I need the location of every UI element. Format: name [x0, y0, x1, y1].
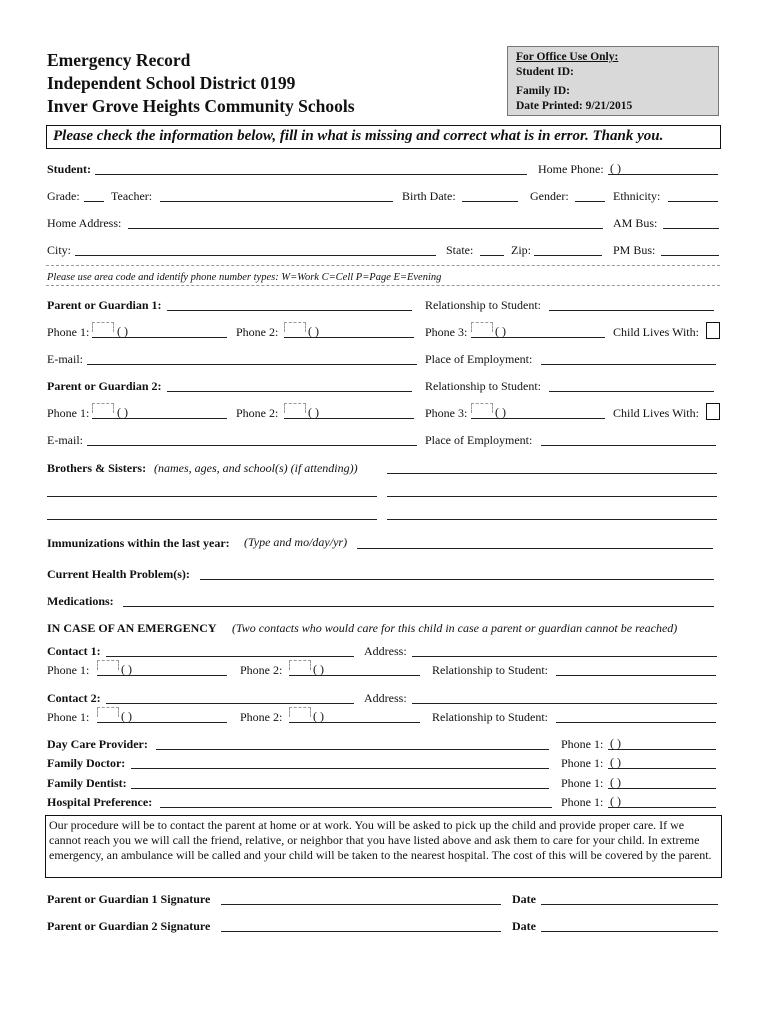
guardian2-phone3-field[interactable] — [471, 418, 605, 419]
guardian1-date-field[interactable] — [541, 904, 718, 905]
form-title: Emergency Record — [47, 50, 191, 70]
guardian1-name-field[interactable] — [167, 310, 412, 311]
guardian2-label: Parent or Guardian 2: — [47, 379, 162, 393]
guardian2-email-label: E-mail: — [47, 433, 83, 447]
ethnicity-field[interactable] — [668, 201, 718, 202]
medications-label: Medications: — [47, 594, 114, 608]
guardian1-lives-with-label: Child Lives With: — [613, 325, 699, 339]
contact1-phone1-label: Phone 1: — [47, 663, 90, 677]
guardian1-phone1-label: Phone 1: — [47, 325, 90, 339]
guardian2-signature-label: Parent or Guardian 2 Signature — [47, 919, 211, 933]
phone-type-slot[interactable] — [284, 403, 306, 413]
health-problems-label: Current Health Problem(s): — [47, 567, 190, 581]
guardian2-phone1-field[interactable] — [92, 418, 227, 419]
dotted-divider — [46, 285, 720, 286]
phone-type-slot[interactable] — [284, 322, 306, 332]
area-code-paren: ( ) — [313, 662, 324, 676]
guardian1-relationship-label: Relationship to Student: — [425, 298, 541, 312]
phone-type-slot[interactable] — [471, 403, 493, 413]
area-code-paren: ( ) — [610, 736, 621, 750]
doctor-phone-field[interactable] — [608, 768, 716, 769]
office-use-title: For Office Use Only: — [516, 51, 619, 63]
guardian1-phone2-label: Phone 2: — [236, 325, 279, 339]
guardian1-label: Parent or Guardian 1: — [47, 298, 162, 312]
guardian2-phone2-label: Phone 2: — [236, 406, 279, 420]
contact2-name-field[interactable] — [106, 703, 354, 704]
home-phone-label: Home Phone: — [538, 162, 604, 176]
guardian2-employment-label: Place of Employment: — [425, 433, 533, 447]
day-care-field[interactable] — [156, 749, 549, 750]
area-code-paren: ( ) — [117, 405, 128, 419]
siblings-field[interactable] — [47, 496, 377, 497]
area-code-paren: ( ) — [610, 755, 621, 769]
guardian2-lives-with-checkbox[interactable] — [706, 403, 720, 420]
pm-bus-label: PM Bus: — [613, 243, 656, 257]
am-bus-label: AM Bus: — [613, 216, 658, 230]
guardian1-email-field[interactable] — [87, 364, 417, 365]
siblings-field[interactable] — [387, 473, 717, 474]
contact1-label: Contact 1: — [47, 644, 101, 658]
contact2-phone2-field[interactable] — [289, 722, 420, 723]
contact2-phone2-label: Phone 2: — [240, 710, 283, 724]
area-code-paren: ( ) — [495, 405, 506, 419]
hospital-phone-label: Phone 1: — [561, 795, 604, 809]
guardian2-employment-field[interactable] — [541, 445, 716, 446]
pm-bus-field[interactable] — [661, 255, 719, 256]
guardian2-signature-field[interactable] — [221, 931, 501, 932]
contact1-relationship-field[interactable] — [556, 675, 716, 676]
home-phone-field[interactable] — [608, 174, 718, 175]
day-care-phone-label: Phone 1: — [561, 737, 604, 751]
grade-field[interactable] — [84, 201, 104, 202]
birth-date-label: Birth Date: — [402, 189, 456, 203]
guardian2-phone3-label: Phone 3: — [425, 406, 468, 420]
office-use-box — [507, 46, 719, 116]
area-code-paren: ( ) — [610, 775, 621, 789]
contact2-address-field[interactable] — [412, 703, 717, 704]
city-label: City: — [47, 243, 72, 257]
guardian1-relationship-field[interactable] — [549, 310, 714, 311]
home-address-field[interactable] — [128, 228, 603, 229]
guardian1-date-label: Date — [512, 892, 536, 906]
contact1-address-label: Address: — [364, 644, 407, 658]
contact2-address-label: Address: — [364, 691, 407, 705]
student-id-label: Student ID: — [516, 66, 574, 78]
phone-type-slot[interactable] — [289, 660, 311, 670]
am-bus-field[interactable] — [663, 228, 719, 229]
contact2-phone1-field[interactable] — [97, 722, 227, 723]
family-doctor-field[interactable] — [131, 768, 549, 769]
siblings-field[interactable] — [387, 496, 717, 497]
family-doctor-label: Family Doctor: — [47, 756, 126, 770]
guardian1-phone1-field[interactable] — [92, 337, 227, 338]
guardian1-email-label: E-mail: — [47, 352, 83, 366]
guardian2-phone2-field[interactable] — [284, 418, 414, 419]
phone-type-slot[interactable] — [97, 707, 119, 717]
state-label: State: — [446, 243, 474, 257]
area-code-paren: ( ) — [495, 324, 506, 338]
dentist-phone-label: Phone 1: — [561, 776, 604, 790]
hospital-field[interactable] — [160, 807, 552, 808]
ethnicity-label: Ethnicity: — [613, 189, 661, 203]
student-name-field[interactable] — [95, 174, 527, 175]
contact1-phone2-field[interactable] — [289, 675, 420, 676]
guardian1-signature-label: Parent or Guardian 1 Signature — [47, 892, 211, 906]
teacher-field[interactable] — [160, 201, 393, 202]
contact1-address-field[interactable] — [412, 656, 717, 657]
guardian1-phone3-field[interactable] — [471, 337, 605, 338]
state-field[interactable] — [480, 255, 504, 256]
contact2-relationship-field[interactable] — [556, 722, 716, 723]
guardian2-date-field[interactable] — [541, 931, 718, 932]
district-name: Independent School District 0199 — [47, 73, 296, 93]
emergency-heading: IN CASE OF AN EMERGENCY — [47, 621, 217, 635]
guardian1-employment-label: Place of Employment: — [425, 352, 533, 366]
procedure-notice: Our procedure will be to contact the parent at home or at work. You will be asked to pick up the child and provide proper care. If we cannot reach you we will call the friend, relative, or neighbor that you have listed above and ask them to care for your child. In extreme emergency, an ambulance will be called and your child will be taken to the nearest hospital. The cost of this will be covered by the parent. — [45, 815, 722, 878]
gender-field[interactable] — [575, 201, 605, 202]
instruction-text: Please check the information below, fill in what is missing and correct what is in error. Thank you. — [53, 128, 664, 144]
family-id-label: Family ID: — [516, 85, 570, 97]
contact2-phone1-label: Phone 1: — [47, 710, 90, 724]
siblings-label: Brothers & Sisters: — [47, 461, 147, 475]
guardian2-phone1-label: Phone 1: — [47, 406, 90, 420]
city-field[interactable] — [75, 255, 436, 256]
day-care-label: Day Care Provider: — [47, 737, 148, 751]
guardian2-relationship-label: Relationship to Student: — [425, 379, 541, 393]
area-code-paren: ( ) — [308, 405, 319, 419]
zip-field[interactable] — [534, 255, 602, 256]
immunizations-hint: (Type and mo/day/yr) — [244, 535, 348, 549]
teacher-label: Teacher: — [111, 189, 153, 203]
siblings-field[interactable] — [387, 519, 717, 520]
guardian1-signature-field[interactable] — [221, 904, 501, 905]
doctor-phone-label: Phone 1: — [561, 756, 604, 770]
zip-label: Zip: — [511, 243, 531, 257]
dotted-divider — [46, 265, 720, 266]
area-code-paren: ( ) — [308, 324, 319, 338]
phone-type-slot[interactable] — [289, 707, 311, 717]
phone-type-slot[interactable] — [97, 660, 119, 670]
area-code-paren: ( ) — [121, 662, 132, 676]
medications-field[interactable] — [123, 606, 714, 607]
siblings-hint: (names, ages, and school(s) (if attending)) — [154, 461, 358, 475]
area-code-paren: ( ) — [610, 161, 621, 175]
contact1-phone1-field[interactable] — [97, 675, 227, 676]
family-dentist-label: Family Dentist: — [47, 776, 127, 790]
guardian1-employment-field[interactable] — [541, 364, 716, 365]
contact1-name-field[interactable] — [106, 656, 354, 657]
birth-date-field[interactable] — [462, 201, 518, 202]
immunizations-field[interactable] — [357, 548, 713, 549]
dentist-phone-field[interactable] — [608, 788, 716, 789]
gender-label: Gender: — [530, 189, 569, 203]
family-dentist-field[interactable] — [131, 788, 549, 789]
guardian1-phone3-label: Phone 3: — [425, 325, 468, 339]
grade-label: Grade: — [47, 189, 80, 203]
hospital-label: Hospital Preference: — [47, 795, 153, 809]
contact1-relationship-label: Relationship to Student: — [432, 663, 548, 677]
guardian2-lives-with-label: Child Lives With: — [613, 406, 699, 420]
phone-type-slot[interactable] — [92, 403, 114, 413]
guardian2-name-field[interactable] — [167, 391, 412, 392]
instruction-banner — [46, 125, 721, 149]
guardian2-relationship-field[interactable] — [549, 391, 714, 392]
guardian2-email-field[interactable] — [87, 445, 417, 446]
phone-type-slot[interactable] — [471, 322, 493, 332]
guardian2-date-label: Date — [512, 919, 536, 933]
guardian1-lives-with-checkbox[interactable] — [706, 322, 720, 339]
contact1-phone2-label: Phone 2: — [240, 663, 283, 677]
phone-type-slot[interactable] — [92, 322, 114, 332]
contact2-label: Contact 2: — [47, 691, 101, 705]
health-problems-field[interactable] — [200, 579, 714, 580]
siblings-field[interactable] — [47, 519, 377, 520]
emergency-hint: (Two contacts who would care for this child in case a parent or guardian cannot be reached) — [232, 621, 678, 635]
area-code-paren: ( ) — [313, 709, 324, 723]
date-printed: Date Printed: 9/21/2015 — [516, 100, 633, 112]
area-code-paren: ( ) — [610, 794, 621, 808]
area-code-note: Please use area code and identify phone number types: W=Work C=Cell P=Page E=Evening — [47, 272, 442, 283]
contact2-relationship-label: Relationship to Student: — [432, 710, 548, 724]
hospital-phone-field[interactable] — [608, 807, 716, 808]
guardian1-phone2-field[interactable] — [284, 337, 414, 338]
student-label: Student: — [47, 162, 92, 176]
area-code-paren: ( ) — [117, 324, 128, 338]
home-address-label: Home Address: — [47, 216, 122, 230]
immunizations-label: Immunizations within the last year: — [47, 536, 230, 550]
day-care-phone-field[interactable] — [608, 749, 716, 750]
school-name: Inver Grove Heights Community Schools — [47, 96, 355, 116]
area-code-paren: ( ) — [121, 709, 132, 723]
